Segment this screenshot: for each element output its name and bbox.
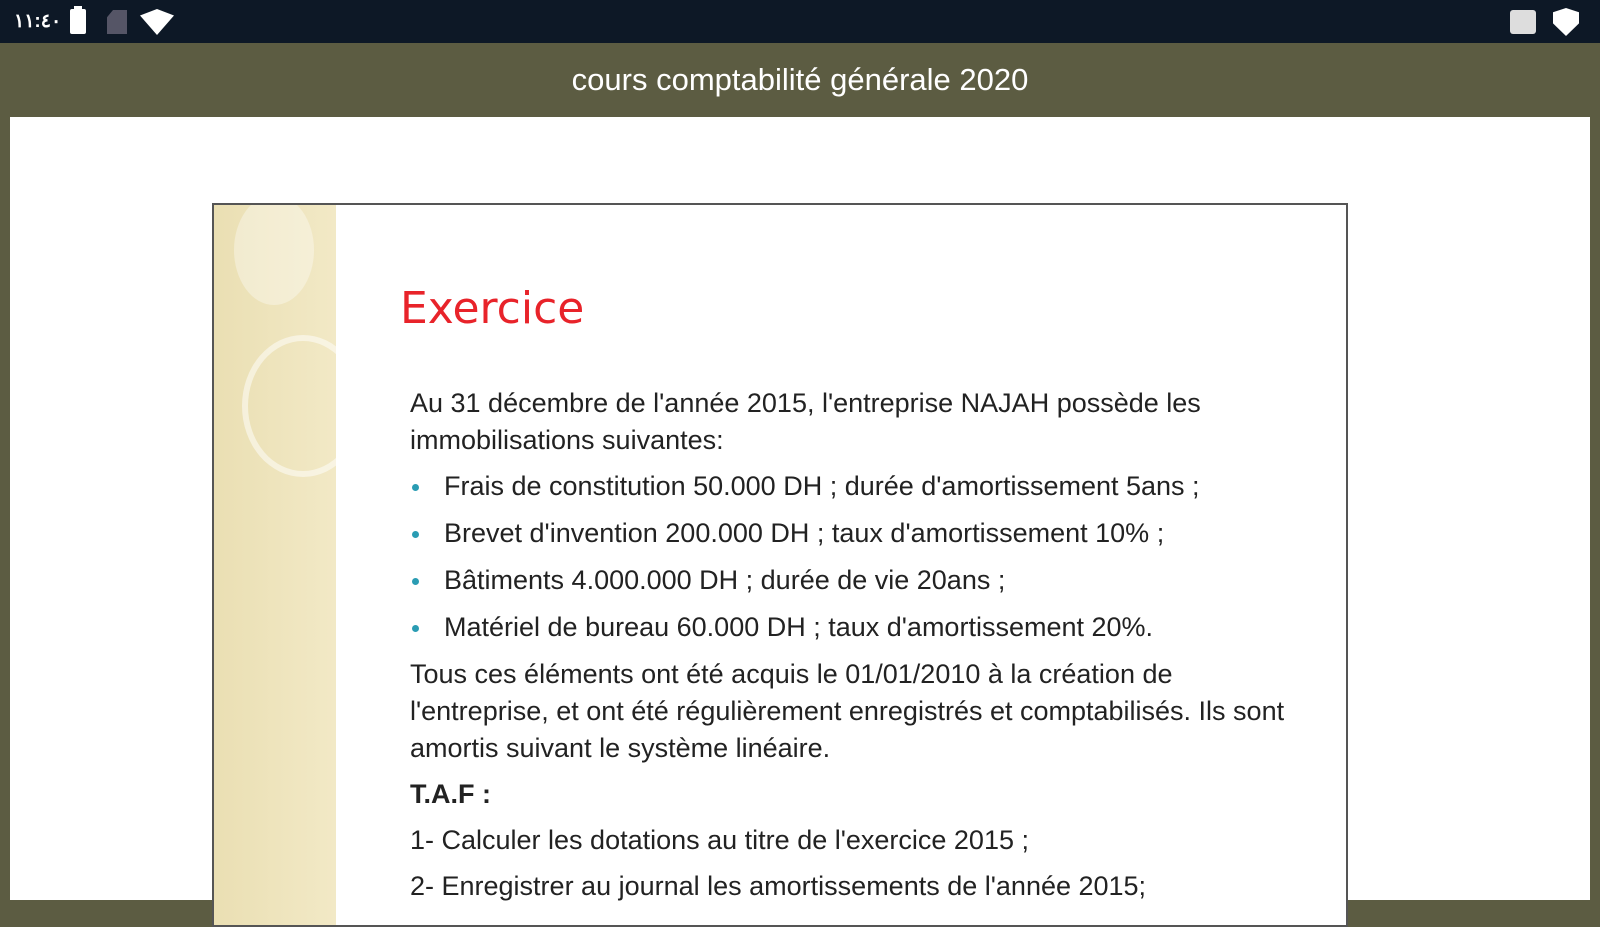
image-icon bbox=[1510, 10, 1536, 34]
document-viewer[interactable] bbox=[10, 117, 1590, 900]
decor-circle bbox=[242, 335, 364, 477]
decor-circle bbox=[234, 203, 314, 305]
list-item: Bâtiments 4.000.000 DH ; durée de vie 20ans ; bbox=[410, 562, 1310, 599]
status-bar bbox=[0, 0, 1600, 43]
slide-page bbox=[212, 203, 1348, 927]
task: 2- Enregistrer au journal les amortissements de l'année 2015; bbox=[410, 871, 1147, 901]
wifi-icon bbox=[140, 9, 174, 35]
asset-list bbox=[410, 468, 1310, 646]
no-sim-icon bbox=[107, 10, 127, 34]
battery-icon bbox=[70, 9, 86, 34]
app-bar bbox=[0, 43, 1600, 117]
intro-text: Au 31 décembre de l'année 2015, l'entreprise NAJAH possède les immobilisations suivantes: bbox=[410, 388, 1201, 455]
slide-title: Exercice bbox=[400, 283, 585, 334]
slide-body bbox=[410, 385, 1310, 914]
clock: ١١:٤٠ bbox=[14, 11, 62, 32]
slide-decoration bbox=[214, 205, 336, 925]
app-title: cours comptabilité générale 2020 bbox=[571, 62, 1029, 97]
list-item: Brevet d'invention 200.000 DH ; taux d'amortissement 10% ; bbox=[410, 515, 1310, 552]
task: 1- Calculer les dotations au titre de l'exercice 2015 ; bbox=[410, 825, 1029, 855]
taf-heading: T.A.F : bbox=[410, 779, 491, 809]
paragraph: Tous ces éléments ont été acquis le 01/01/2010 à la création de l'entreprise, et ont été régulièrement enregistrés et comptabilisés. Ils sont amortis suivant le système linéaire. bbox=[410, 659, 1285, 763]
list-item: Matériel de bureau 60.000 DH ; taux d'amortissement 20%. bbox=[410, 609, 1310, 646]
shield-icon bbox=[1553, 8, 1579, 36]
list-item: Frais de constitution 50.000 DH ; durée d'amortissement 5ans ; bbox=[410, 468, 1310, 505]
